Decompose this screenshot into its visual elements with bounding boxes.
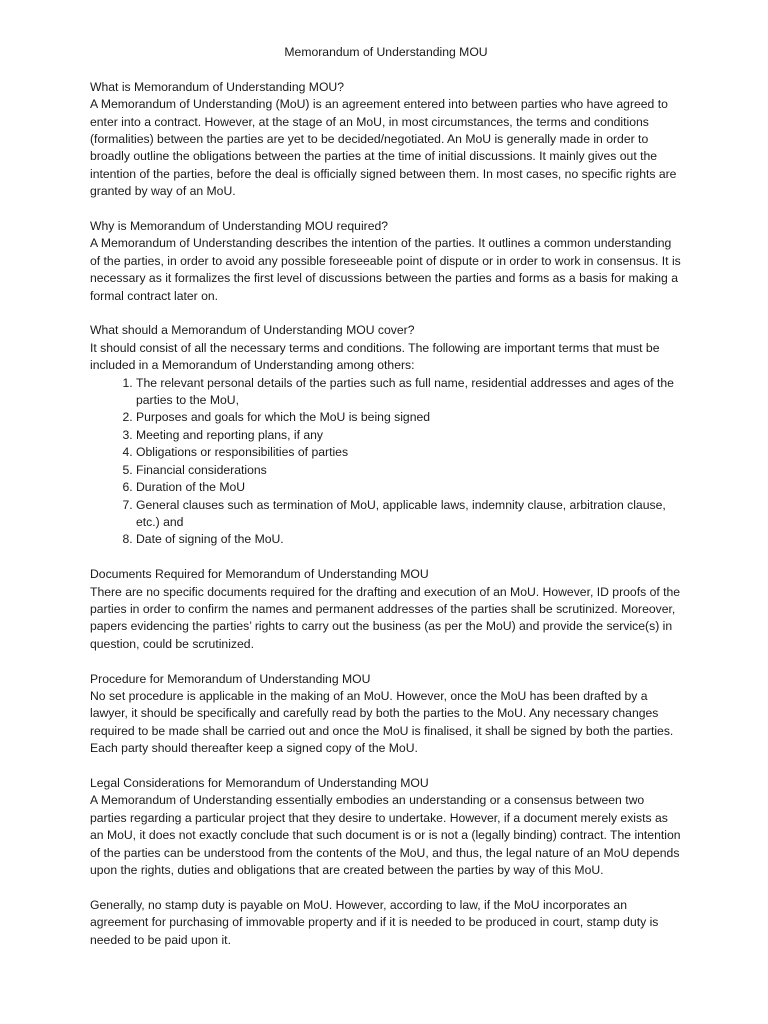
section-paragraph: A Memorandum of Understanding describes the intention of the parties. It outlines a common understanding of the parties, in order to avoid any possible foreseeable point of dispute or in order to work in consensus. It is necessary as it formalizes the first level of discussions between the parties and forms as a basis for making a formal contract later on. [90,236,681,303]
section-heading: Procedure for Memorandum of Understanding MOU [90,671,371,686]
list-item: 3. Meeting and reporting plans, if any [136,427,682,444]
list-item: 2. Purposes and goals for which the MoU is being signed [136,409,682,426]
list-item: 8. Date of signing of the MoU. [136,531,682,548]
section-why-required [90,218,682,305]
list-item: 1. The relevant personal details of the parties such as full name, residential addresses and ages of the parties to the MoU, [136,375,682,410]
section-heading: Legal Considerations for Memorandum of Understanding MOU [90,775,429,790]
section-what-is-mou [90,79,682,201]
section-paragraph: There are no specific documents required for the drafting and execution of an MoU. However, ID proofs of the parties in order to confirm the names and permanent addresses of the parties shall be scrutinized. Moreover, papers evidencing the parties’ rights to carry out the business (as per the MoU) and provide the service(s) in question, could be scrutinized. [90,584,681,651]
document-title: Memorandum of Understanding MOU [284,45,488,59]
section-documents-required [90,566,682,653]
section-heading: What should a Memorandum of Understanding MOU cover? [90,323,415,338]
section-stamp-duty [90,897,682,949]
section-paragraph: A Memorandum of Understanding essentially embodies an understanding or a consensus between two parties regarding a particular project that they desire to undertake. However, if a document merely exists as an MoU, it does not exactly conclude that such document is or is not a (legally binding) contract. The intention of the parties can be understood from the contents of the MoU, and thus, the legal nature of an MoU depends upon the rights, duties and obligations that are created between the parties by way of this MoU. [90,793,681,877]
section-procedure [90,671,682,758]
section-heading: Documents Required for Memorandum of Understanding MOU [90,567,429,582]
list-item: 5. Financial considerations [136,462,682,479]
section-paragraph: A Memorandum of Understanding (MoU) is an agreement entered into between parties who have agreed to enter into a contract. However, at the stage of an MoU, in most circumstances, the terms and conditions (formalities) between the parties are yet to be decided/negotiated. An MoU is generally made in order to broadly outline the obligations between the parties at the time of initial discussions. It mainly gives out the intention of the parties, before the deal is officially signed between them. In most cases, no specific rights are granted by way of an MoU. [90,97,677,199]
section-legal-considerations [90,775,682,879]
section-what-to-cover [90,322,682,548]
terms-list [90,375,682,549]
section-intro: It should consist of all the necessary terms and conditions. The following are important terms that must be included in a Memorandum of Understanding among others: [90,340,660,373]
section-heading: What is Memorandum of Understanding MOU? [90,79,345,94]
list-item: 4. Obligations or responsibilities of parties [136,444,682,461]
section-heading: Why is Memorandum of Understanding MOU required? [90,219,389,234]
section-paragraph: Generally, no stamp duty is payable on MoU. However, according to law, if the MoU incorporates an agreement for purchasing of immovable property and if it is needed to be produced in court, stamp duty is needed to be paid upon it. [90,897,659,947]
section-paragraph: No set procedure is applicable in the making of an MoU. However, once the MoU has been drafted by a lawyer, it should be specifically and carefully read by both the parties to the MoU. Any necessary changes required to be made shall be carried out and once the MoU is finalised, it shall be signed by both the parties. Each party should thereafter keep a signed copy of the MoU. [90,688,674,756]
list-item: 6. Duration of the MoU [136,479,682,496]
list-item: 7. General clauses such as termination of MoU, applicable laws, indemnity clause, arbitration clause, etc.) and [136,497,682,532]
document-page [90,44,682,966]
